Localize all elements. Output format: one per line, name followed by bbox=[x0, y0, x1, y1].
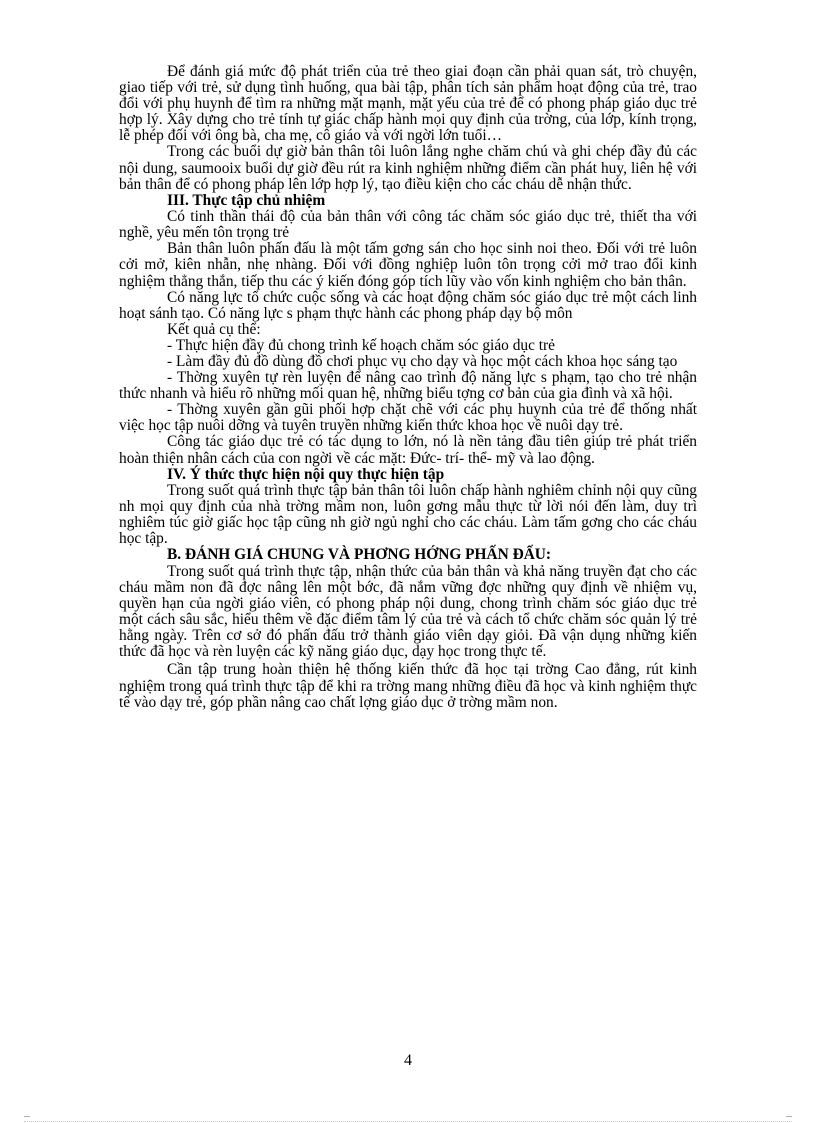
paragraph-assessment: Để đánh giá mức độ phát triển của trẻ theo giai đoạn cần phải quan sát, trò chuyện, giao tiếp với trẻ, sử dụng tình huống, qua bài tập, phân tích sản phẩm hoạt động của trẻ, trao đổi với phụ huynh để tìm ra những mặt mạnh, mặt yếu của trẻ để có phong pháp giáo dục trẻ hợp lý. Xây dựng cho trẻ tính tự giác chấp hành mọi quy định của trờng, của lớp, kính trọng, lễ phép đối với ông bà, cha mẹ, cô giáo và với ngời lớn tuổi… bbox=[119, 63, 697, 145]
section-heading-iv: IV. Ý thức thực hiện nội quy thực hiện tập bbox=[167, 465, 445, 483]
paragraph-role-model: Bản thân luôn phấn đấu là một tấm gơng sán cho học sinh noi theo. Đối với trẻ luôn cởi mở, kiên nhẫn, nhẹ nhàng. Đối với đồng nghiệp luôn tôn trọng cởi mở trao đổi kinh nghiệm thẳng thắn, tiếp thu các ý kiến đóng góp tích lũy vào vốn kinh nghiệm cho bản thân. bbox=[119, 240, 697, 290]
paragraph-capability: Có năng lực tổ chức cuộc sống và các hoạt động chăm sóc giáo dục trẻ một cách linh hoạt sánh tạo. Có năng lực s phạm thực hành các phong pháp dạy bộ môn bbox=[119, 288, 697, 322]
list-item-program: - Thực hiện đầy đủ chong trình kế hoạch chăm sóc giáo dục trẻ bbox=[167, 336, 555, 354]
list-item-materials: - Làm đầy đủ đồ dùng đồ chơi phục vụ cho dạy và học một cách khoa học sáng tạo bbox=[167, 353, 678, 370]
page-bottom-rule bbox=[24, 1121, 792, 1122]
section-heading-b: B. ĐÁNH GIÁ CHUNG VÀ PHƠNG HỚNG PHẤN ĐẤU: bbox=[167, 546, 552, 564]
paragraph-future-direction: Cần tập trung hoàn thiện hệ thống kiến thức đã học tại trờng Cao đẳng, rút kinh nghiệm trong quá trình thực tập để khi ra trờng mang những điều đã học và kinh nghiệm thực tế vào dạy trẻ, góp phần nâng cao chất lợng giáo dục ở trờng mầm non. bbox=[119, 661, 697, 711]
paragraph-discipline: Trong suốt quá trình thực tập bản thân tôi luôn chấp hành nghiêm chỉnh nội quy cũng nh mọi quy định của nhà trờng mầm non, luôn gơng mẫu thực từ lời nói đến làm, duy trì nghiêm túc giờ giấc học tập cũng nh giờ ngủ nghỉ cho các cháu. Làm tấm gơng cho các cháu học tập. bbox=[119, 482, 697, 548]
corner-mark-left bbox=[24, 1116, 30, 1123]
paragraph-attitude: Có tinh thần thái độ của bản thân với công tác chăm sóc giáo dục trẻ, thiết tha với nghề, yêu mến tôn trọng trẻ bbox=[119, 208, 697, 242]
document-page bbox=[119, 64, 697, 711]
paragraph-results-intro: Kết quả cụ thể: bbox=[167, 320, 261, 338]
list-item-parents: - Thờng xuyên gần gũi phối hợp chặt chẽ với các phụ huynh của trẻ để thống nhất việc học tập nuôi dỡng và tuyên truyền những kiến thức khoa học về nuôi dạy trẻ. bbox=[119, 401, 697, 435]
corner-mark-right bbox=[786, 1116, 792, 1123]
section-heading-iii: III. Thực tập chủ nhiệm bbox=[167, 191, 326, 209]
page-number: 4 bbox=[404, 1052, 412, 1069]
paragraph-education-role: Công tác giáo dục trẻ có tác dụng to lớn, nó là nền tảng đầu tiên giúp trẻ phát triển hoàn thiện nhân cách của con ngời về các mặt: Đức- trí- thể- mỹ và lao động. bbox=[119, 433, 697, 467]
paragraph-general-assessment: Trong suốt quá trình thực tập, nhận thức của bản thân và khả năng truyền đạt cho các cháu mầm non đã đợc nâng lên một bớc, đã nắm vững đợc những quy định về nhiệm vụ, quyền hạn của ngời giáo viên, có phong pháp nội dung, chong trình chăm sóc giáo dục trẻ một cách sâu sắc, hiểu thêm về đặc điểm tâm lý của trẻ và cách tổ chức chăm sóc quản lý trẻ hằng ngày. Trên cơ sở đó phấn đấu trở thành giáo viên dạy giỏi. Đã vận dụng những kiến thức đã học và rèn luyện các kỹ năng giáo dục, dạy học trong thực tế. bbox=[119, 562, 697, 661]
paragraph-observation: Trong các buổi dự giờ bản thân tôi luôn lắng nghe chăm chú và ghi chép đầy đủ các nội dung, saumooix buổi dự giờ đều rút ra kinh nghiệm những điểm cần phát huy, liên hệ với bản thân để có phong pháp lên lớp hợp lý, tạo điều kiện cho các cháu dễ nhận thức. bbox=[119, 143, 697, 193]
list-item-training: - Thờng xuyên tự rèn luyện để nâng cao trình độ năng lực s phạm, tạo cho trẻ nhận thức nhanh và hiểu rõ những mối quan hệ, những biểu tợng cơ bản của gia đình và xã hội. bbox=[119, 369, 697, 403]
